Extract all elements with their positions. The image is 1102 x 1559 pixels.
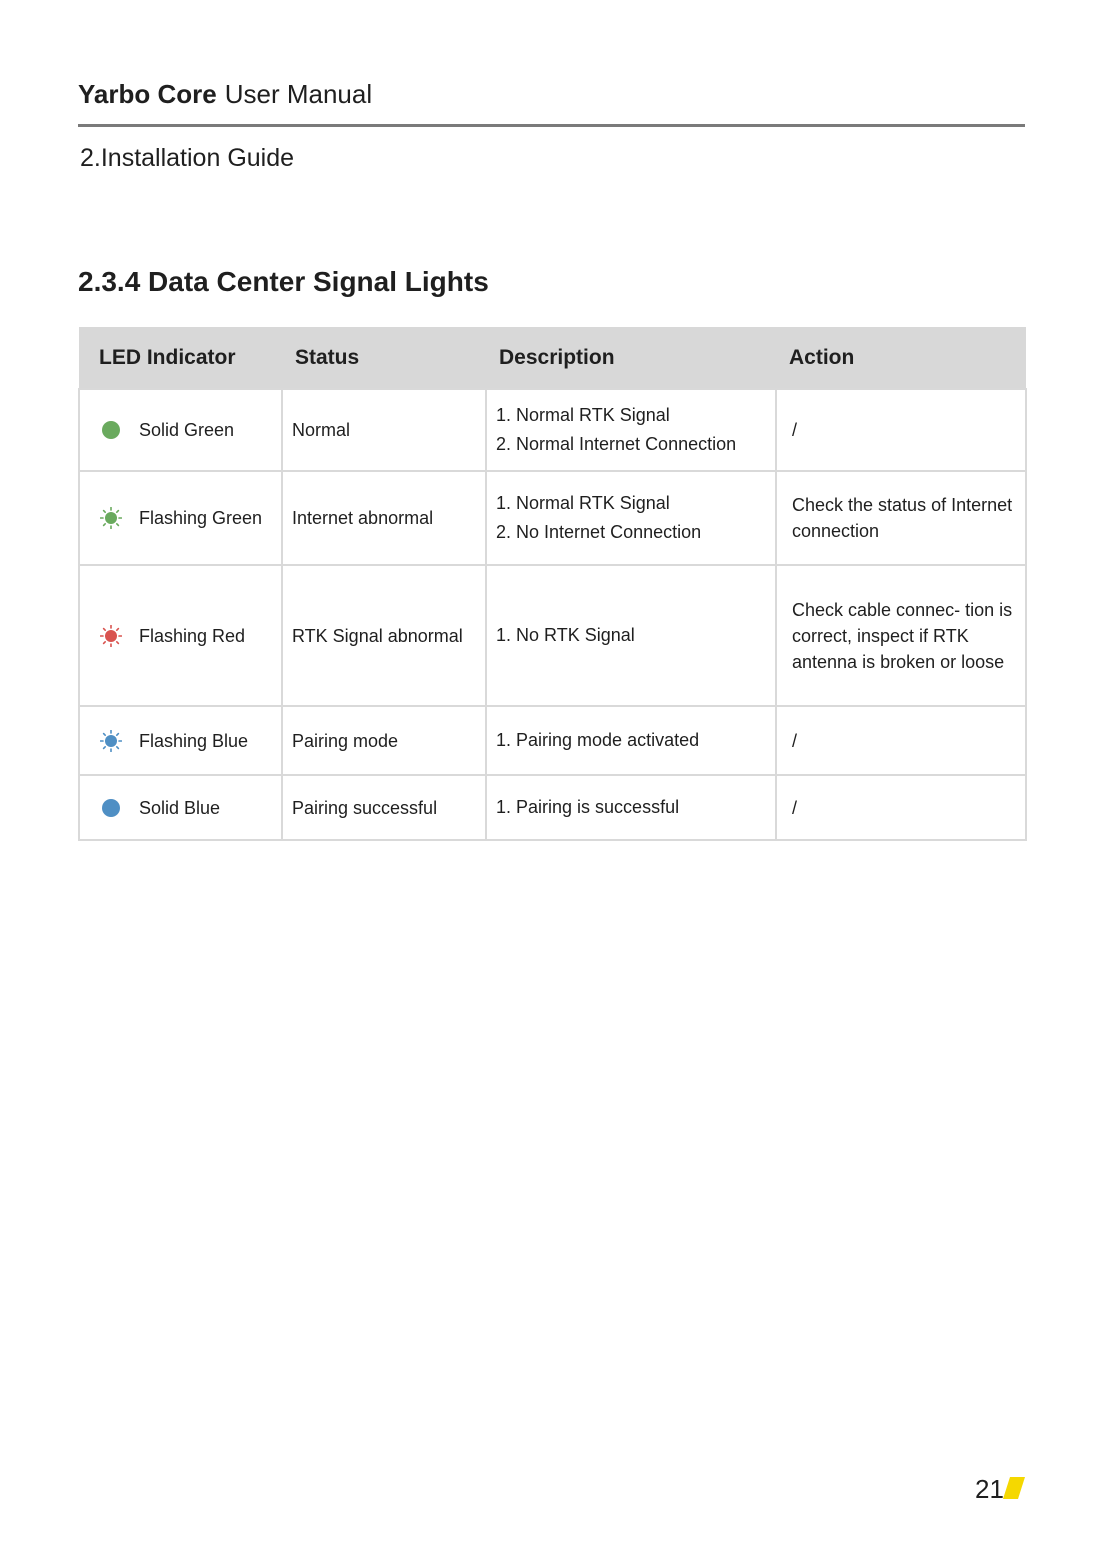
column-header: Description [486, 327, 776, 389]
description-cell [486, 471, 776, 565]
description-cell [486, 706, 776, 775]
description-cell [486, 389, 776, 471]
description-line: 1. Pairing is successful [496, 797, 680, 817]
led-label: Flashing Green [139, 508, 263, 528]
flashing-blue-dot-icon [100, 730, 122, 752]
table-row [79, 389, 1026, 471]
led-label: Solid Blue [139, 797, 221, 818]
status-cell: RTK Signal abnormal [282, 565, 486, 706]
description-cell [486, 565, 776, 706]
document-title: User Manual [224, 79, 373, 109]
description-line: 1. No RTK Signal [496, 625, 635, 645]
led-indicator-cell [79, 565, 282, 706]
solid-green-dot-icon [100, 419, 122, 441]
table-row [79, 706, 1026, 775]
led-label: Flashing Blue [139, 730, 249, 751]
brand-name: Yarbo Core [78, 79, 217, 109]
page-number: 21 [975, 1474, 1004, 1504]
status-cell: Normal [282, 389, 486, 471]
column-header: Action [776, 327, 1026, 389]
action-cell: / [776, 706, 1026, 775]
table-row [79, 565, 1026, 706]
description-cell [486, 775, 776, 840]
chapter-title: 2.Installation Guide [80, 144, 295, 172]
flashing-green-dot-icon [100, 507, 122, 529]
led-label: Solid Green [139, 420, 235, 440]
header-brand [78, 76, 372, 112]
column-header: LED Indicator [79, 327, 282, 389]
led-indicator-cell [79, 471, 282, 565]
table-row [79, 775, 1026, 840]
action-cell: / [776, 775, 1026, 840]
table-row [79, 471, 1026, 565]
action-cell: / [776, 389, 1026, 471]
column-header: Status [282, 327, 486, 389]
table-header-row [79, 327, 1026, 389]
description-line: 1. Pairing mode activated [496, 730, 700, 750]
header-divider [78, 124, 1025, 127]
description-line: 2. Normal Internet Connection [496, 434, 737, 454]
solid-blue-dot-icon [100, 797, 122, 819]
signal-lights-table [78, 327, 1027, 841]
description-line: 1. Normal RTK Signal [496, 405, 670, 425]
status-cell: Pairing successful [282, 775, 486, 840]
led-indicator-cell [79, 775, 282, 840]
led-indicator-cell [79, 389, 282, 471]
section-title: 2.3.4 Data Center Signal Lights [78, 266, 489, 297]
status-cell: Pairing mode [282, 706, 486, 775]
led-indicator-cell [79, 706, 282, 775]
description-line: 1. Normal RTK Signal [496, 493, 670, 513]
page-accent-mark-icon [1003, 1477, 1025, 1499]
description-line: 2. No Internet Connection [496, 522, 702, 542]
action-cell: Check cable connec- tion is correct, inspect if RTK antenna is broken or loose [776, 565, 1026, 706]
action-cell: Check the status of Internet connection [776, 471, 1026, 565]
led-label: Flashing Red [139, 625, 246, 646]
status-cell: Internet abnormal [282, 471, 486, 565]
flashing-red-dot-icon [100, 625, 122, 647]
